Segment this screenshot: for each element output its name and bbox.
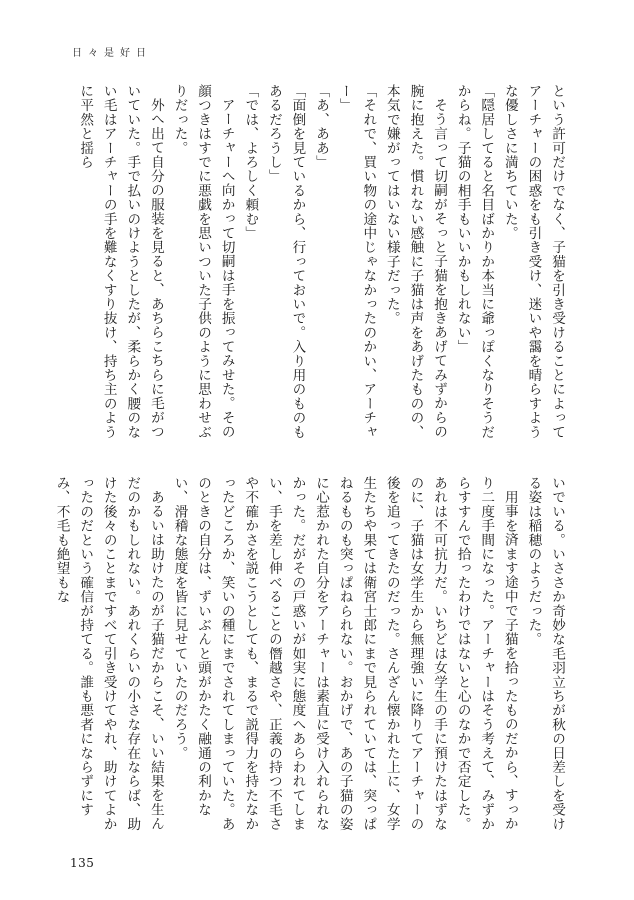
paragraph: という許可だけでなく、子猫を引き受けることによってアーチャーの困惑をも引き受け、迷いや靄を晴らすような優しさに満ちていた。 — [501, 84, 565, 439]
paragraph: あるいは助けたのが子猫だからこそ、いい結果を生んだのかもしれない。あれくらいの小さな存在ならば、助けた後々のことまですべて引き受けてやれ、助けてよかったのだという確信が持てる。誰も悪者にならずにすみ、不毛も絶望もな — [53, 476, 164, 831]
paragraph: いでいる。いささか奇妙な毛羽立ちが秋の日差しを受ける姿は稲穂のようだった。 — [525, 476, 565, 831]
dialog-line: 「面倒を見ているから、行っておいで。入り用のものもあるだろうし」 — [265, 84, 306, 439]
dialog-line: 「それで、買い物の途中じゃなかったのかい、アーチャー」 — [336, 84, 377, 439]
dialog-line: 「では、よろしく頼む」 — [242, 84, 259, 241]
text-block-lower — [53, 476, 568, 842]
dialog-line: 「隠居してると名目ばかりか本当に爺っぽくなりそうだからね。子猫の相手もいいかもしれない」 — [454, 84, 495, 439]
paragraph: アーチャーへ向かって切嗣は手を振ってみせた。その顔つきはすでに悪戯を思いついた子供のように思わせぶりだった。 — [171, 84, 235, 439]
paragraph: そう言って切嗣がそっと子猫を抱きあげてみずからの腕に抱えた。慣れない感触に子猫は声をあげたものの、本気で嫌がってはいない様子だった。 — [383, 84, 448, 439]
page-number: 135 — [70, 856, 95, 870]
dialog-line: 「あ、ああ」 — [313, 84, 330, 170]
running-head: 日々是好日 — [72, 48, 152, 59]
paragraph: 用事を済ます途中で子猫を拾ったものだから、すっかり二度手間になった。アーチャーはそう考えて、みずからすすんで拾ったわけではないと心のなかで否定した。あれは不可抗力だ。いちどは女学生の手に預けたはずなのに、子猫は女学生から無理強いに降りてアーチャーの後を追ってきたのだった。さんざん懐かれた上に、女学生たちや果ては衛宮士郎にまで見られていては、突っぱねるものも突っぱねられない。おかげで、あの子猫の姿に心惹かれた自分をアーチャーは素直に受け入れられなかった。だがその戸惑いが如実に態度へあらわれてしまい、手を差し伸べることの僭越さや、正義の持つ不毛さや不確かさを説こうとしても、まるで説得力を持たなかったどころか、笑いの種にまでされてしまっていた。あのときの自分は、ずいぶんと頭がかたく融通の利かない、滑稽な態度を皆に見せていたのだろう。 — [171, 476, 518, 831]
paragraph: 外へ出て自分の服装を見ると、あちらこちらに毛がついていた。手で払いのけようとしたが、柔らかく腰のない毛はアーチャーの手を難なくすり抜け、持ち主のように平然と揺ら — [77, 84, 164, 439]
text-block-upper — [63, 84, 568, 452]
